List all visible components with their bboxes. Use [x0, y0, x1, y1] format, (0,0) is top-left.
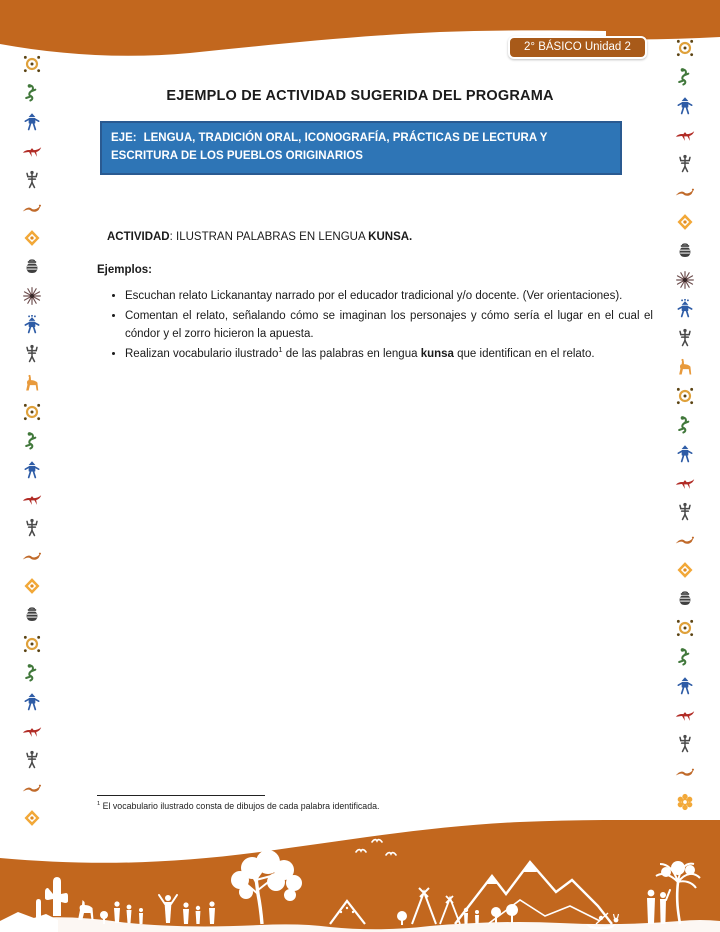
diamond-icon [22, 228, 42, 248]
condor-icon [22, 547, 42, 567]
condor-icon [22, 779, 42, 799]
blue-figure2-icon [675, 299, 695, 319]
bullet-text: Realizan vocabulario ilustrado [125, 347, 279, 360]
pot-icon [22, 257, 42, 277]
green-figure-icon [675, 647, 695, 667]
bullet-text: Escuchan relato Lickanantay narrado por el educador tradicional y/o docente. (Ver orientaciones). [125, 290, 623, 302]
blue-figure-icon [675, 96, 695, 116]
fox-icon [675, 473, 695, 493]
page-title: EJEMPLO DE ACTIVIDAD SUGERIDA DEL PROGRAMA [166, 88, 554, 104]
sun-icon [675, 618, 695, 638]
person-icon [22, 170, 42, 190]
pot-icon [675, 589, 695, 609]
right-icon-column [672, 38, 698, 812]
pot-icon [675, 241, 695, 261]
starburst-icon [22, 286, 42, 306]
bullet-emphasis: kunsa [420, 347, 454, 360]
bullet-text: Comentan el relato, señalando cómo se imaginan los personajes y cómo sería el lugar en el cual el cóndor y el zorro hicieron la apuesta. [125, 310, 653, 340]
condor-icon [675, 183, 695, 203]
bullet-item [125, 308, 653, 343]
llama-icon [675, 357, 695, 377]
eje-banner [100, 121, 622, 175]
blue-figure2-icon [22, 315, 42, 335]
fox-icon [675, 125, 695, 145]
footnote-reference: 1 [278, 344, 283, 354]
footer-art [0, 820, 720, 932]
sun-icon [22, 634, 42, 654]
condor-icon [22, 199, 42, 219]
blue-figure-icon [675, 676, 695, 696]
activity-emphasis: KUNSA. [368, 231, 413, 243]
condor-icon [675, 531, 695, 551]
activity-line [107, 231, 412, 243]
diamond-icon [675, 560, 695, 580]
footnote-separator [97, 795, 265, 796]
sun-icon [22, 54, 42, 74]
unit-badge: 2° BÁSICO Unidad 2 [508, 36, 647, 59]
fox-icon [22, 489, 42, 509]
sun-icon [22, 402, 42, 422]
blue-figure-icon [22, 692, 42, 712]
diamond-icon [675, 212, 695, 232]
green-figure-icon [22, 431, 42, 451]
flower-icon [675, 792, 695, 812]
sun-icon [675, 386, 695, 406]
person-icon [675, 502, 695, 522]
diamond-icon [22, 576, 42, 596]
bullet-item [125, 288, 653, 305]
starburst-icon [675, 270, 695, 290]
activity-label: ACTIVIDAD [107, 231, 170, 243]
examples-heading: Ejemplos: [97, 264, 152, 276]
activity-text: : ILUSTRAN PALABRAS EN LENGUA [169, 231, 369, 243]
condor-icon [675, 763, 695, 783]
left-icon-column [19, 54, 45, 828]
eje-label: EJE: [111, 132, 137, 144]
eje-text: LENGUA, TRADICIÓN ORAL, ICONOGRAFÍA, PRÁCTICAS DE LECTURA Y ESCRITURA DE LOS PUEBLOS ORIGINARIOS [111, 132, 548, 162]
blue-figure-icon [22, 460, 42, 480]
fox-icon [675, 705, 695, 725]
person-icon [675, 734, 695, 754]
fox-icon [22, 721, 42, 741]
green-figure-icon [675, 415, 695, 435]
bullet-item [125, 346, 653, 363]
footnote-text: El vocabulario ilustrado consta de dibujos de cada palabra identificada. [102, 801, 380, 811]
person-icon [675, 328, 695, 348]
bullet-list [97, 288, 653, 366]
pot-icon [22, 605, 42, 625]
llama-icon [22, 373, 42, 393]
bullet-text: que identifican en el relato. [453, 347, 595, 360]
fox-icon [22, 141, 42, 161]
blue-figure-icon [22, 112, 42, 132]
person-icon [22, 518, 42, 538]
footnote-marker: 1 [97, 801, 101, 808]
green-figure-icon [22, 663, 42, 683]
person-icon [22, 344, 42, 364]
footnote [97, 801, 379, 811]
person-icon [22, 750, 42, 770]
green-figure-icon [675, 67, 695, 87]
sun-icon [675, 38, 695, 58]
person-icon [675, 154, 695, 174]
bullet-text: de las palabras en lengua [282, 347, 421, 360]
blue-figure-icon [675, 444, 695, 464]
green-figure-icon [22, 83, 42, 103]
